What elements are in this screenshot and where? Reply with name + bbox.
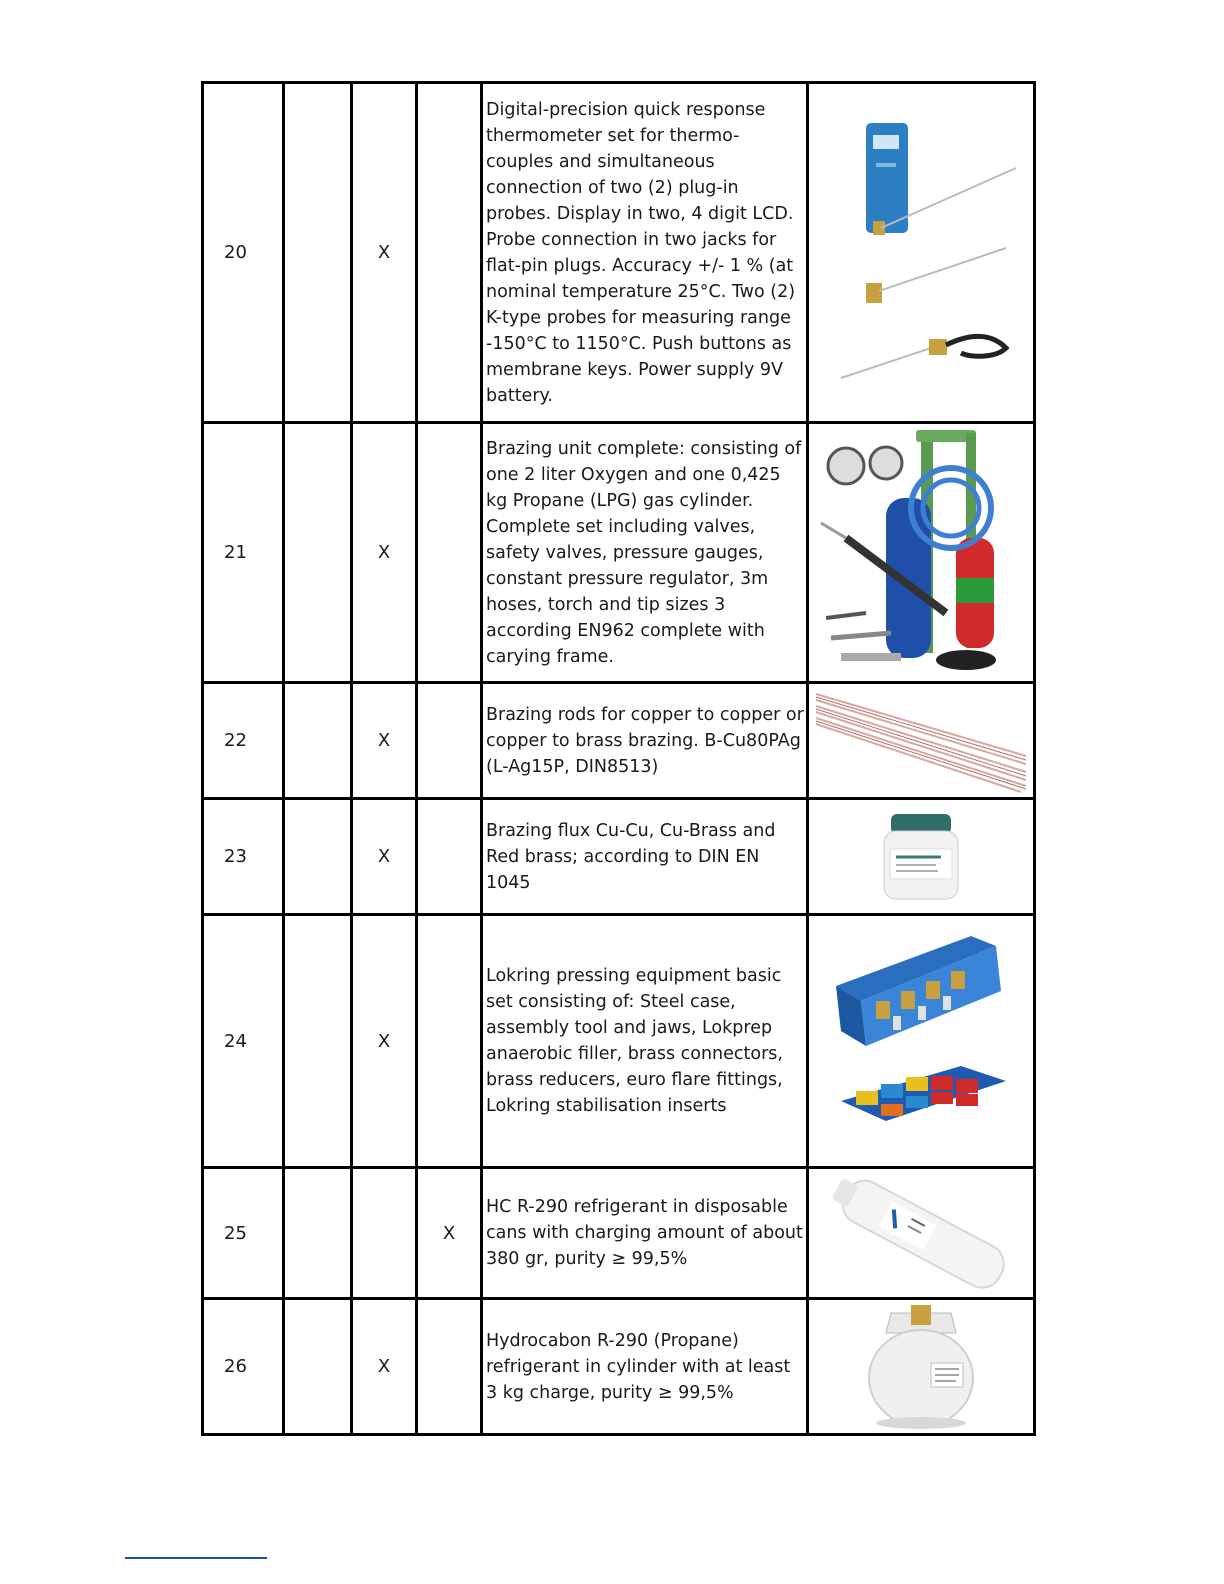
item-image-cell [808, 799, 1035, 915]
mark-cell [417, 83, 482, 423]
item-image-cell [808, 423, 1035, 683]
item-image-cell [808, 1168, 1035, 1299]
propane-cylinder-image [856, 1303, 986, 1431]
empty-cell [284, 915, 352, 1168]
mark-cell [417, 915, 482, 1168]
brazing-unit-image [816, 428, 1026, 678]
item-image-cell [808, 915, 1035, 1168]
item-number: 20 [203, 83, 284, 423]
mark-cell: X [352, 915, 417, 1168]
lokring-case-image [821, 926, 1021, 1156]
item-description: Brazing rods for copper to copper or copper to brass brazing. B-Cu80PAg (L-Ag15P, DIN8513) [482, 683, 808, 799]
item-number: 26 [203, 1299, 284, 1435]
item-description: Hydrocabon R-290 (Propane) refrigerant in cylinder with at least 3 kg charge, purity ≥ 99,5% [482, 1299, 808, 1435]
item-description: Lokring pressing equipment basic set consisting of: Steel case, assembly tool and jaws, Lokprep anaerobic filler, brass connectors, brass reducers, euro flare fittings, Lokring stabilisation inserts [482, 915, 808, 1168]
empty-cell [284, 423, 352, 683]
item-image-cell [808, 683, 1035, 799]
table-row [203, 799, 1035, 915]
mark-cell [352, 1168, 417, 1299]
brazing-rods-image [811, 686, 1031, 796]
mark-cell: X [352, 83, 417, 423]
mark-cell [417, 423, 482, 683]
mark-cell [417, 683, 482, 799]
item-description: HC R-290 refrigerant in disposable cans with charging amount of about 380 gr, purity ≥ 99,5% [482, 1168, 808, 1299]
thermometer-set-image [821, 103, 1021, 403]
item-image-cell [808, 1299, 1035, 1435]
table-row [203, 1299, 1035, 1435]
table-row [203, 683, 1035, 799]
refrigerant-can-image [821, 1173, 1021, 1293]
item-number: 21 [203, 423, 284, 683]
item-description: Brazing unit complete: consisting of one 2 liter Oxygen and one 0,425 kg Propane (LPG) gas cylinder. Complete set including valves, safety valves, pressure gauges, constant pressure regulator, 3m hoses, torch and tip sizes 3 according EN962 complete with carying frame. [482, 423, 808, 683]
table-row [203, 1168, 1035, 1299]
mark-cell [417, 1299, 482, 1435]
mark-cell: X [352, 799, 417, 915]
empty-cell [284, 83, 352, 423]
mark-cell: X [417, 1168, 482, 1299]
empty-cell [284, 1299, 352, 1435]
mark-cell: X [352, 1299, 417, 1435]
equipment-table [201, 81, 1036, 1436]
empty-cell [284, 799, 352, 915]
footnote-separator [125, 1557, 267, 1559]
mark-cell [417, 799, 482, 915]
mark-cell: X [352, 423, 417, 683]
table-row [203, 423, 1035, 683]
item-number: 22 [203, 683, 284, 799]
table-row [203, 915, 1035, 1168]
empty-cell [284, 1168, 352, 1299]
item-description: Brazing flux Cu-Cu, Cu-Brass and Red brass; according to DIN EN 1045 [482, 799, 808, 915]
item-number: 23 [203, 799, 284, 915]
table-row [203, 83, 1035, 423]
flux-jar-image [876, 809, 966, 904]
mark-cell: X [352, 683, 417, 799]
item-number: 24 [203, 915, 284, 1168]
empty-cell [284, 683, 352, 799]
item-image-cell [808, 83, 1035, 423]
item-number: 25 [203, 1168, 284, 1299]
item-description: Digital-precision quick response thermometer set for thermo-couples and simultaneous connection of two (2) plug-in probes. Display in two, 4 digit LCD. Probe connection in two jacks for flat-pin plugs. Accuracy +/- 1 % (at nominal temperature 25°C. Two (2) K-type probes for measuring range -150°C to 1150°C. Push buttons as membrane keys. Power supply 9V battery. [482, 83, 808, 423]
